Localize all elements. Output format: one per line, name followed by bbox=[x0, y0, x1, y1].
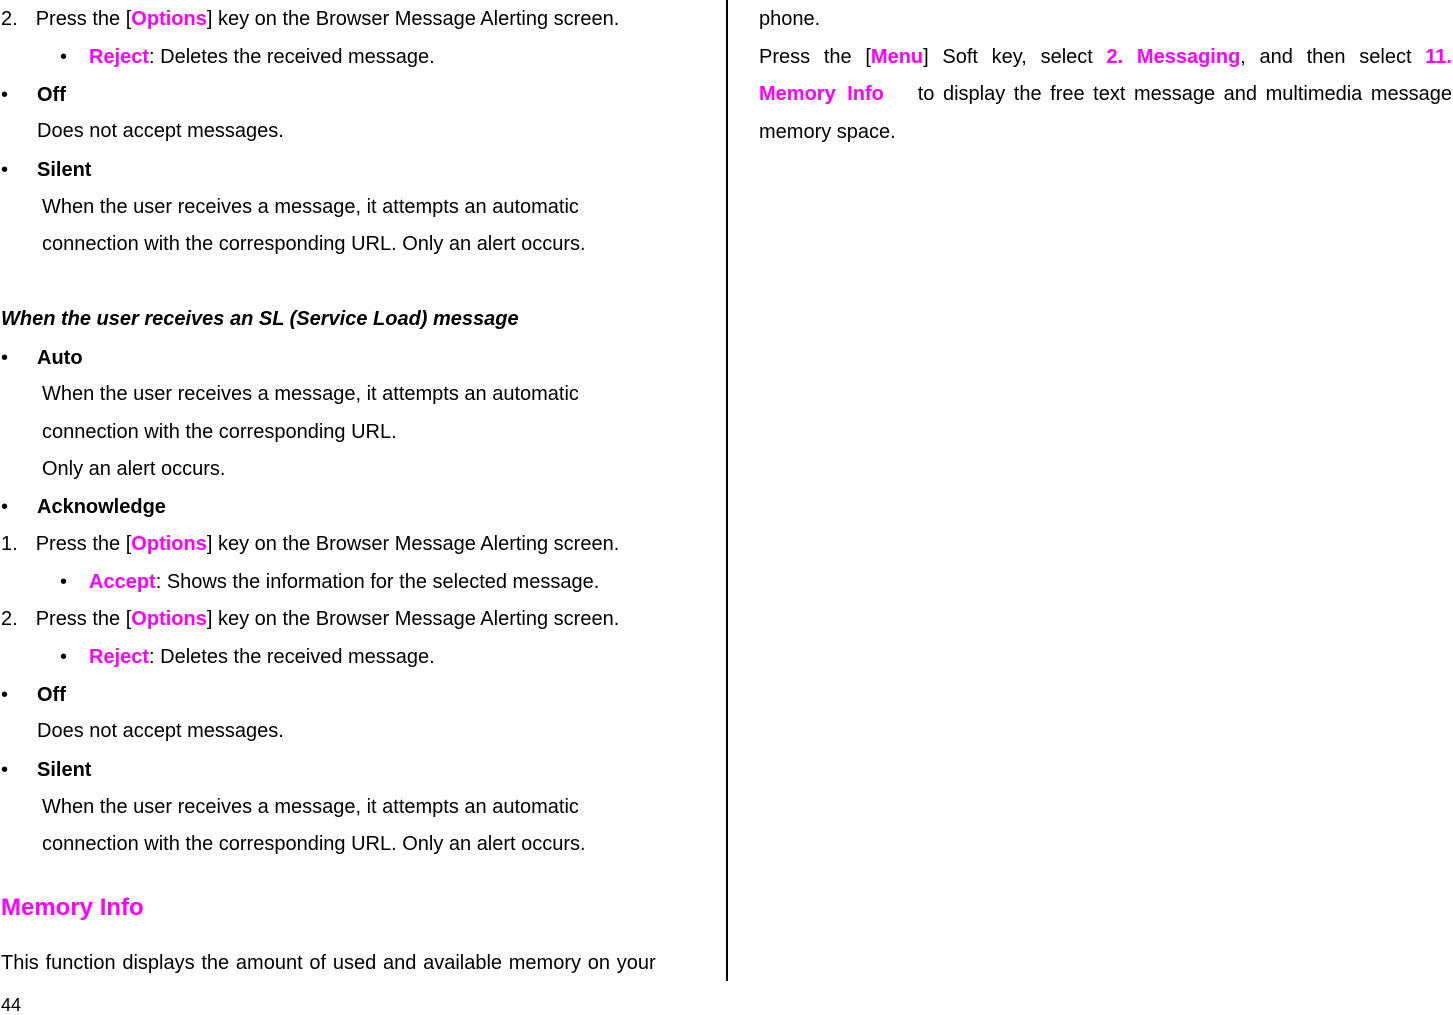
memory-instruction-end: memory space. bbox=[759, 121, 896, 143]
bullet-icon: • bbox=[1, 684, 9, 706]
off-label: Off bbox=[37, 684, 66, 706]
page-number: 44 bbox=[1, 995, 22, 1015]
auto-description: Only an alert occurs. bbox=[42, 458, 226, 480]
off-label: Off bbox=[37, 84, 66, 106]
silent-label: Silent bbox=[37, 759, 92, 781]
silent-label: Silent bbox=[37, 159, 92, 181]
step-number: 2. bbox=[1, 608, 18, 630]
bullet-icon: • bbox=[1, 496, 9, 518]
off-description: Does not accept messages. bbox=[37, 720, 284, 742]
bullet-icon: • bbox=[60, 571, 68, 593]
acknowledge-label: Acknowledge bbox=[37, 496, 166, 518]
auto-label: Auto bbox=[37, 347, 83, 369]
memory-info-description: This function displays the amount of used and available memory on your bbox=[1, 952, 656, 974]
bullet-icon: • bbox=[1, 84, 9, 106]
messaging-number: 2. bbox=[1106, 46, 1124, 68]
memory-info-heading: Memory Info bbox=[1, 894, 144, 921]
off-description: Does not accept messages. bbox=[37, 120, 284, 142]
options-key: Options bbox=[131, 8, 207, 30]
auto-description: When the user receives a message, it attempts an automatic bbox=[42, 383, 579, 405]
menu-key: Menu bbox=[870, 46, 924, 68]
memory-instruction-line: Memory Info to display the free text message and multimedia message bbox=[759, 83, 1452, 105]
step-number: 1. bbox=[1, 533, 18, 555]
bullet-icon: • bbox=[1, 159, 9, 181]
auto-description: connection with the corresponding URL. bbox=[42, 421, 397, 443]
messaging-label: Messaging bbox=[1136, 46, 1241, 68]
silent-description: connection with the corresponding URL. Only an alert occurs. bbox=[42, 833, 586, 855]
options-key: Options bbox=[131, 533, 207, 555]
bullet-icon: • bbox=[1, 759, 9, 781]
step-2-options: 2. Press the [Options] key on the Browser Message Alerting screen. bbox=[1, 608, 620, 630]
memory-info-label: Memory Info bbox=[759, 83, 884, 105]
column-divider bbox=[726, 0, 728, 981]
step-1-options: 1. Press the [Options] key on the Browser Message Alerting screen. bbox=[1, 533, 620, 555]
silent-description: When the user receives a message, it attempts an automatic bbox=[42, 196, 579, 218]
reject-item: Reject: Deletes the received message. bbox=[89, 46, 435, 68]
step-2-options: 2. Press the [Options] key on the Browser Message Alerting screen. bbox=[1, 8, 620, 30]
bullet-icon: • bbox=[60, 646, 68, 668]
sl-message-heading: When the user receives an SL (Service Load) message bbox=[1, 308, 519, 330]
menu-instruction-line: Press the [Menu] Soft key, select 2. Messaging, and then select 11. bbox=[759, 46, 1452, 68]
reject-item: Reject: Deletes the received message. bbox=[89, 646, 435, 668]
bullet-icon: • bbox=[1, 347, 9, 369]
memory-info-number: 11. bbox=[1425, 46, 1452, 68]
continued-text: phone. bbox=[759, 8, 821, 30]
silent-description: When the user receives a message, it attempts an automatic bbox=[42, 796, 579, 818]
options-key: Options bbox=[131, 608, 207, 630]
accept-item: Accept: Shows the information for the selected message. bbox=[89, 571, 600, 593]
silent-description: connection with the corresponding URL. Only an alert occurs. bbox=[42, 233, 586, 255]
bullet-icon: • bbox=[60, 46, 68, 68]
step-number: 2. bbox=[1, 8, 18, 30]
